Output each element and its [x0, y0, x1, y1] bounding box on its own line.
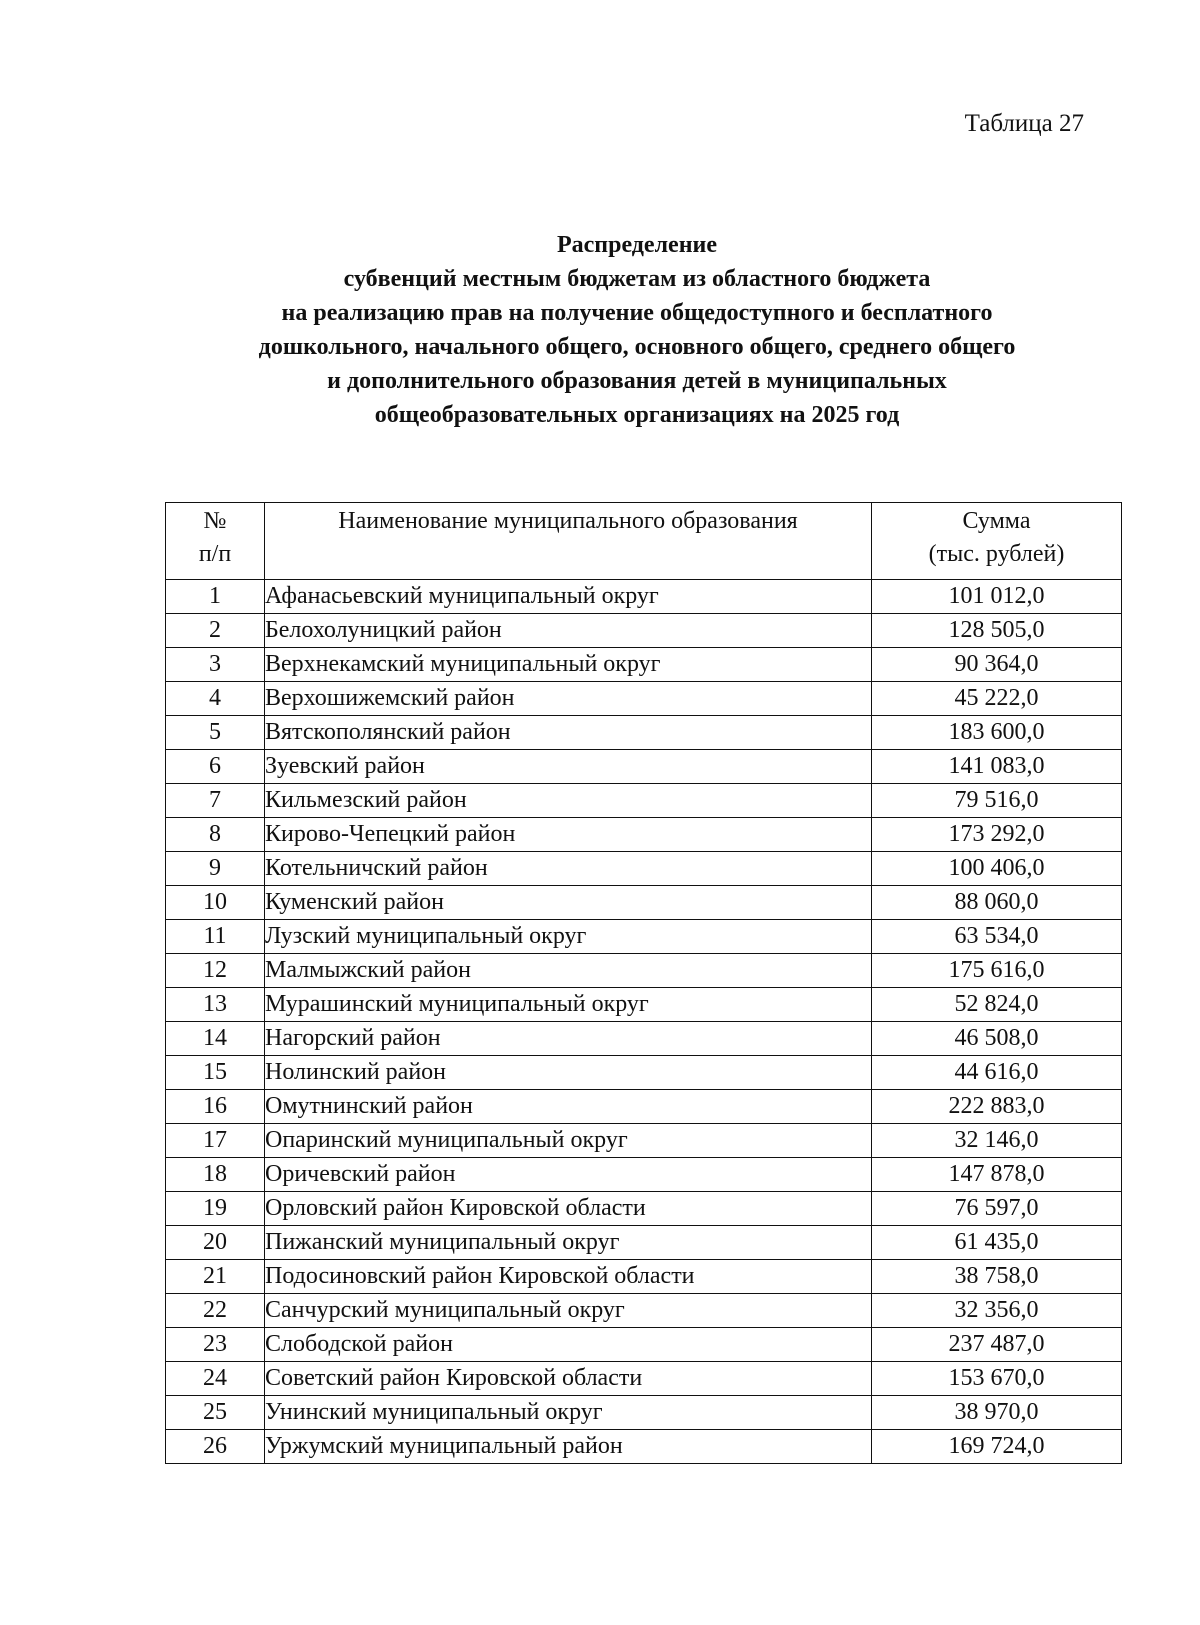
row-number: 23 [166, 1328, 265, 1362]
subvention-amount: 32 146,0 [872, 1124, 1122, 1158]
table-row [166, 682, 1122, 716]
row-number: 8 [166, 818, 265, 852]
table-number-label: Таблица 27 [964, 110, 1084, 137]
table-row [166, 1056, 1122, 1090]
row-number: 15 [166, 1056, 265, 1090]
subvention-amount: 76 597,0 [872, 1192, 1122, 1226]
municipality-name: Нагорский район [265, 1022, 872, 1056]
subvention-amount: 46 508,0 [872, 1022, 1122, 1056]
row-number: 12 [166, 954, 265, 988]
municipality-name: Унинский муниципальный округ [265, 1396, 872, 1430]
table-row [166, 716, 1122, 750]
municipality-name: Советский район Кировской области [265, 1362, 872, 1396]
subvention-amount: 32 356,0 [872, 1294, 1122, 1328]
subvention-amount: 128 505,0 [872, 614, 1122, 648]
subvention-amount: 141 083,0 [872, 750, 1122, 784]
row-number: 25 [166, 1396, 265, 1430]
subvention-amount: 61 435,0 [872, 1226, 1122, 1260]
table-row [166, 920, 1122, 954]
municipality-name: Пижанский муниципальный округ [265, 1226, 872, 1260]
table-row [166, 1260, 1122, 1294]
municipality-name: Оричевский район [265, 1158, 872, 1192]
table-row [166, 1294, 1122, 1328]
row-number: 18 [166, 1158, 265, 1192]
header-amount-label: Сумма [962, 508, 1031, 534]
subvention-amount: 90 364,0 [872, 648, 1122, 682]
municipality-name: Подосиновский район Кировской области [265, 1260, 872, 1294]
row-number: 6 [166, 750, 265, 784]
municipality-name: Нолинский район [265, 1056, 872, 1090]
row-number: 21 [166, 1260, 265, 1294]
row-number: 10 [166, 886, 265, 920]
title-line: дошкольного, начального общего, основного общего, среднего общего [258, 334, 1016, 360]
row-number: 17 [166, 1124, 265, 1158]
subvention-amount: 45 222,0 [872, 682, 1122, 716]
table-header [166, 503, 1122, 580]
title-line: субвенций местным бюджетам из областного бюджета [343, 266, 931, 292]
table-row [166, 1226, 1122, 1260]
municipality-name: Омутнинский район [265, 1090, 872, 1124]
table-row [166, 1124, 1122, 1158]
subvention-amount: 38 758,0 [872, 1260, 1122, 1294]
municipality-name: Вятскополянский район [265, 716, 872, 750]
header-amount-unit: (тыс. рублей) [928, 541, 1065, 567]
municipality-name: Белохолуницкий район [265, 614, 872, 648]
municipality-name: Санчурский муниципальный округ [265, 1294, 872, 1328]
municipality-name: Мурашинский муниципальный округ [265, 988, 872, 1022]
row-number: 2 [166, 614, 265, 648]
subvention-amount: 173 292,0 [872, 818, 1122, 852]
row-number: 24 [166, 1362, 265, 1396]
table-row [166, 1158, 1122, 1192]
municipality-name: Слободской район [265, 1328, 872, 1362]
row-number: 16 [166, 1090, 265, 1124]
title-line: на реализацию прав на получение общедоступного и бесплатного [281, 300, 993, 326]
header-amount [872, 503, 1122, 580]
municipality-name: Зуевский район [265, 750, 872, 784]
subvention-amount: 38 970,0 [872, 1396, 1122, 1430]
table-row [166, 886, 1122, 920]
header-number-symbol: № [203, 508, 227, 534]
table-row [166, 818, 1122, 852]
table-row [166, 1090, 1122, 1124]
row-number: 19 [166, 1192, 265, 1226]
row-number: 11 [166, 920, 265, 954]
table-row [166, 1396, 1122, 1430]
table-row [166, 784, 1122, 818]
subvention-distribution-table [165, 502, 1122, 1464]
municipality-name: Опаринский муниципальный округ [265, 1124, 872, 1158]
municipality-name: Верхошижемский район [265, 682, 872, 716]
subvention-amount: 63 534,0 [872, 920, 1122, 954]
municipality-name: Кильмезский район [265, 784, 872, 818]
header-number [166, 503, 265, 580]
subvention-amount: 237 487,0 [872, 1328, 1122, 1362]
row-number: 3 [166, 648, 265, 682]
subvention-amount: 79 516,0 [872, 784, 1122, 818]
table-row [166, 1430, 1122, 1464]
subvention-amount: 169 724,0 [872, 1430, 1122, 1464]
table-row [166, 1022, 1122, 1056]
subvention-amount: 44 616,0 [872, 1056, 1122, 1090]
subvention-amount: 222 883,0 [872, 1090, 1122, 1124]
municipality-name: Орловский район Кировской области [265, 1192, 872, 1226]
title-line: общеобразовательных организациях на 2025 год [374, 402, 900, 428]
municipality-name: Котельничский район [265, 852, 872, 886]
row-number: 26 [166, 1430, 265, 1464]
municipality-name: Афанасьевский муниципальный округ [265, 580, 872, 614]
table-row [166, 580, 1122, 614]
row-number: 20 [166, 1226, 265, 1260]
title-line: и дополнительного образования детей в муниципальных [327, 368, 947, 394]
row-number: 7 [166, 784, 265, 818]
row-number: 5 [166, 716, 265, 750]
row-number: 14 [166, 1022, 265, 1056]
table-row [166, 954, 1122, 988]
subvention-amount: 88 060,0 [872, 886, 1122, 920]
subvention-amount: 175 616,0 [872, 954, 1122, 988]
table-row [166, 750, 1122, 784]
row-number: 1 [166, 580, 265, 614]
municipality-name: Куменский район [265, 886, 872, 920]
municipality-name: Малмыжский район [265, 954, 872, 988]
subvention-amount: 52 824,0 [872, 988, 1122, 1022]
municipality-name: Лузский муниципальный округ [265, 920, 872, 954]
subvention-amount: 100 406,0 [872, 852, 1122, 886]
table-body [166, 580, 1122, 1464]
title-line: Распределение [556, 232, 718, 258]
header-row [166, 503, 1122, 580]
municipality-name: Верхнекамский муниципальный округ [265, 648, 872, 682]
row-number: 22 [166, 1294, 265, 1328]
table-row [166, 1362, 1122, 1396]
table-row [166, 1328, 1122, 1362]
row-number: 4 [166, 682, 265, 716]
table-row [166, 614, 1122, 648]
table-row [166, 648, 1122, 682]
row-number: 9 [166, 852, 265, 886]
table-row [166, 1192, 1122, 1226]
document-title [0, 228, 1200, 432]
municipality-name: Уржумский муниципальный район [265, 1430, 872, 1464]
municipality-name: Кирово-Чепецкий район [265, 818, 872, 852]
header-name: Наименование муниципального образования [265, 503, 872, 580]
subvention-amount: 153 670,0 [872, 1362, 1122, 1396]
subvention-amount: 183 600,0 [872, 716, 1122, 750]
subvention-amount: 147 878,0 [872, 1158, 1122, 1192]
row-number: 13 [166, 988, 265, 1022]
table-row [166, 988, 1122, 1022]
table-row [166, 852, 1122, 886]
header-number-abbrev: п/п [198, 541, 232, 567]
subvention-amount: 101 012,0 [872, 580, 1122, 614]
